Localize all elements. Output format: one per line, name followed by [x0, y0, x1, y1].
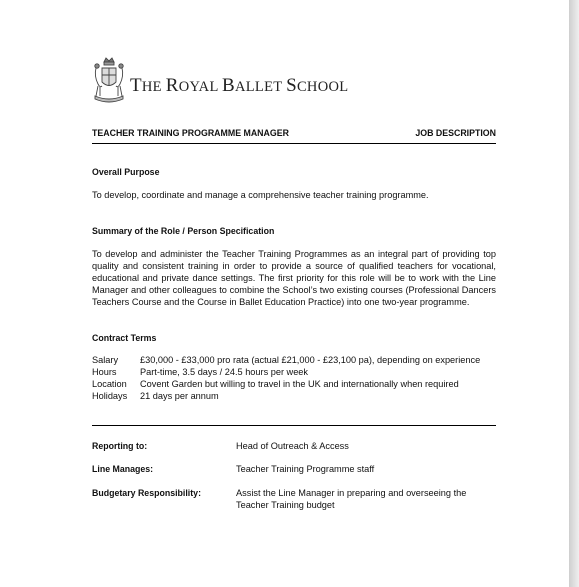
reporting-row: Reporting to: Head of Outreach & Access [92, 441, 349, 451]
job-title: TEACHER TRAINING PROGRAMME MANAGER [92, 128, 289, 138]
overall-purpose-text: To develop, coordinate and manage a comprehensive teacher training programme. [92, 190, 429, 200]
royal-crest-icon [92, 56, 126, 104]
line-manages-row: Line Manages: Teacher Training Programme staff [92, 464, 375, 474]
contract-row-holidays: Holidays 21 days per annum [92, 391, 219, 401]
overall-purpose-heading: Overall Purpose [92, 167, 160, 177]
contract-row-location: Location Covent Garden but willing to travel in the UK and internationally when required [92, 379, 459, 389]
school-name: THE ROYAL BALLET SCHOOL [130, 75, 349, 96]
contract-terms-list [92, 354, 480, 402]
contract-row-hours: Hours Part-time, 3.5 days / 24.5 hours per week [92, 367, 309, 377]
reporting-divider [92, 425, 496, 426]
summary-heading: Summary of the Role / Person Specification [92, 226, 275, 236]
header-divider [92, 143, 496, 144]
contract-row-salary: Salary £30,000 - £33,000 pro rata (actual £21,000 - £23,100 pa), depending on experience [92, 355, 481, 365]
page-edge-shadow [569, 0, 579, 587]
document-header [92, 128, 496, 138]
document-type: JOB DESCRIPTION [415, 128, 496, 138]
summary-text: To develop and administer the Teacher Training Programmes as an integral part of providing top quality and consistent training in order to provide a source of qualified teachers for vocational, educational and private dance settings. The first priority for this role will be to work with the Line Manager and other colleagues to combine the School’s two existing courses (Professional Dancers Teachers Course and the Course in Ballet Education Practice) into one two-year programme. [92, 249, 496, 307]
crest-logo [92, 56, 126, 104]
contract-terms-heading: Contract Terms [92, 333, 157, 343]
budgetary-responsibility-row: Budgetary Responsibility: Assist the Line Manager in preparing and overseeing the Teacher Training budget [92, 488, 467, 510]
